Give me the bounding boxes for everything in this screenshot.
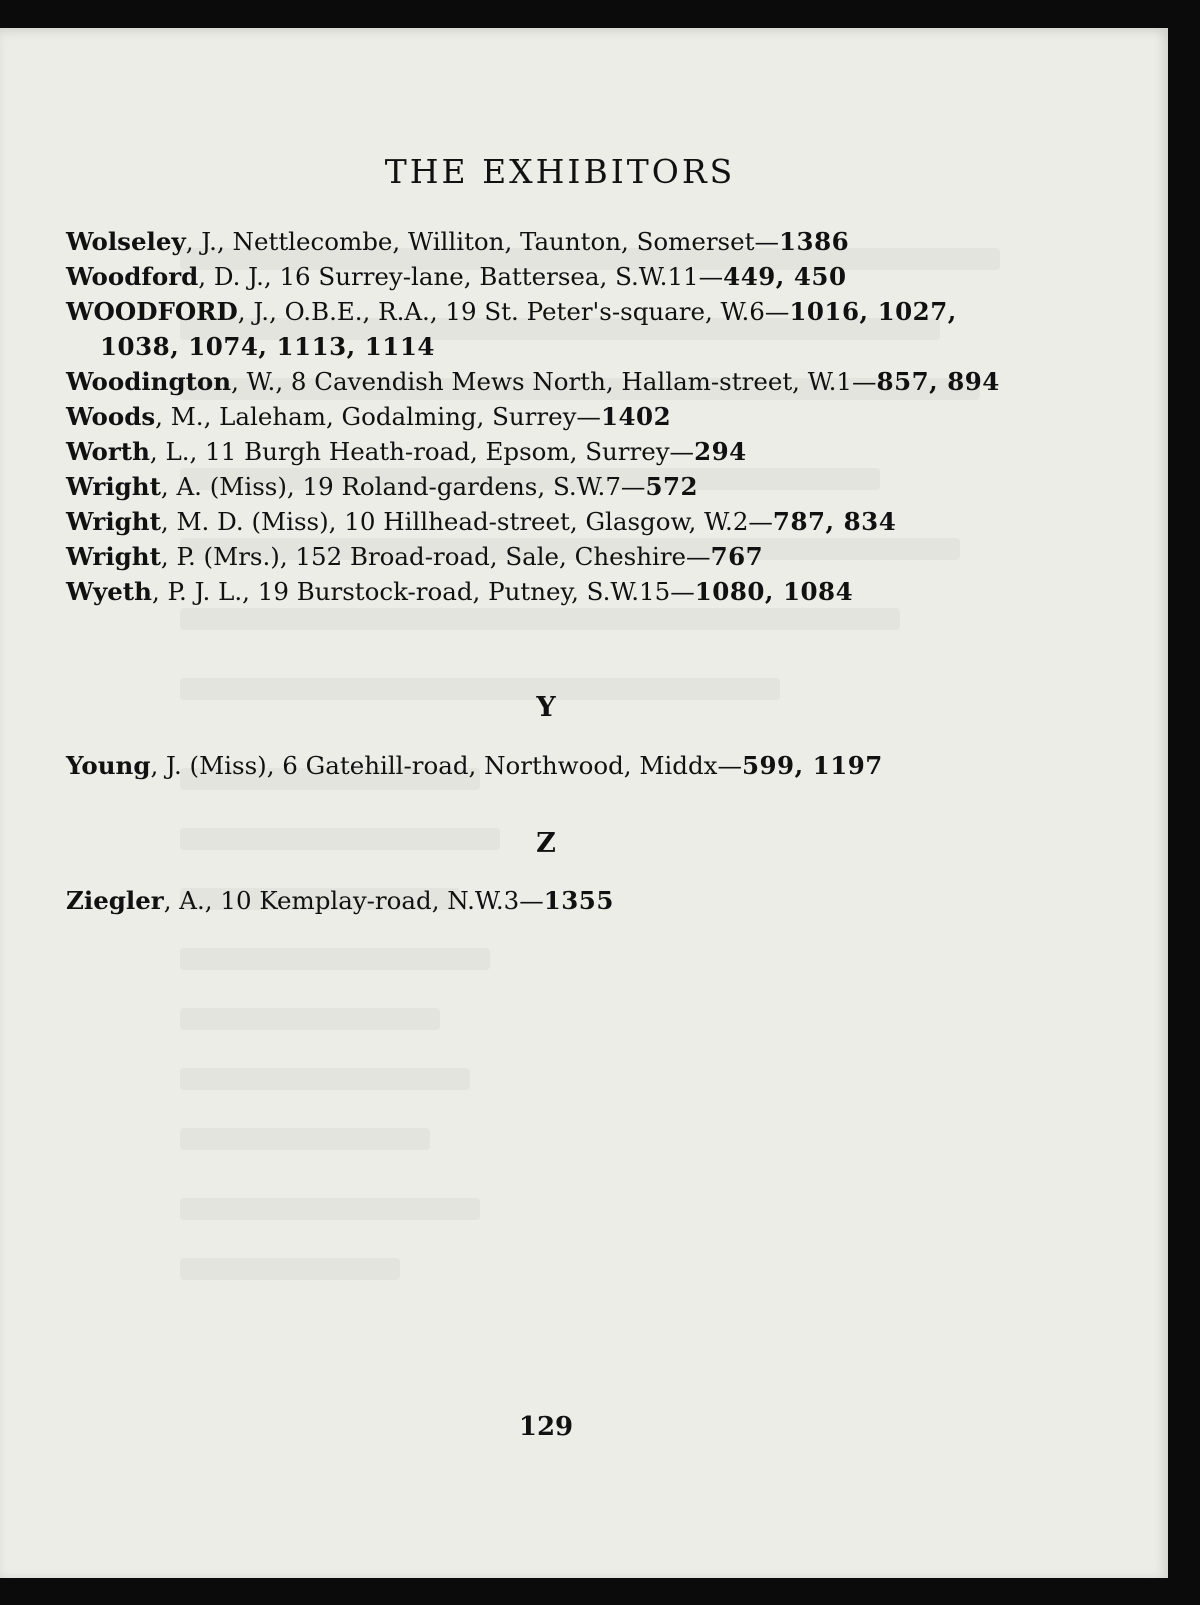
page-number: 129: [518, 1412, 574, 1442]
exhibitor-entry: Wolseley, J., Nettlecombe, Williton, Taunton, Somerset—1386: [66, 227, 850, 256]
exhibitor-entry: Wyeth, P. J. L., 19 Burstock-road, Putney, S.W.15—1080, 1084: [66, 577, 854, 606]
exhibitor-list-z: [66, 883, 1026, 918]
exhibitor-entry: WOODFORD, J., O.B.E., R.A., 19 St. Peter's-square, W.6—1016, 1027, 1038, 1074, 1113, 1114: [66, 297, 957, 361]
section-letter-y: Y: [536, 692, 556, 723]
exhibitor-entry: Ziegler, A., 10 Kemplay-road, N.W.3—1355: [66, 886, 614, 915]
exhibitor-entry: Wright, A. (Miss), 19 Roland-gardens, S.W.7—572: [66, 472, 699, 501]
exhibitor-entry: Woods, M., Laleham, Godalming, Surrey—1402: [66, 402, 672, 431]
book-page: [0, 28, 1168, 1578]
exhibitor-entry: Wright, M. D. (Miss), 10 Hillhead-street, Glasgow, W.2—787, 834: [66, 507, 897, 536]
section-letter-z: Z: [536, 828, 556, 859]
exhibitor-entry: Young, J. (Miss), 6 Gatehill-road, Northwood, Middx—599, 1197: [66, 751, 883, 780]
exhibitor-entry: Worth, L., 11 Burgh Heath-road, Epsom, Surrey—294: [66, 437, 747, 466]
exhibitor-list-y: [66, 748, 1026, 783]
exhibitor-entry: Wright, P. (Mrs.), 152 Broad-road, Sale, Cheshire—767: [66, 542, 764, 571]
page-heading: THE EXHIBITORS: [384, 152, 736, 191]
exhibitor-entry: Woodford, D. J., 16 Surrey-lane, Battersea, S.W.11—449, 450: [66, 262, 847, 291]
exhibitor-list-w: [66, 224, 1026, 609]
exhibitor-entry: Woodington, W., 8 Cavendish Mews North, Hallam-street, W.1—857, 894: [66, 367, 1000, 396]
